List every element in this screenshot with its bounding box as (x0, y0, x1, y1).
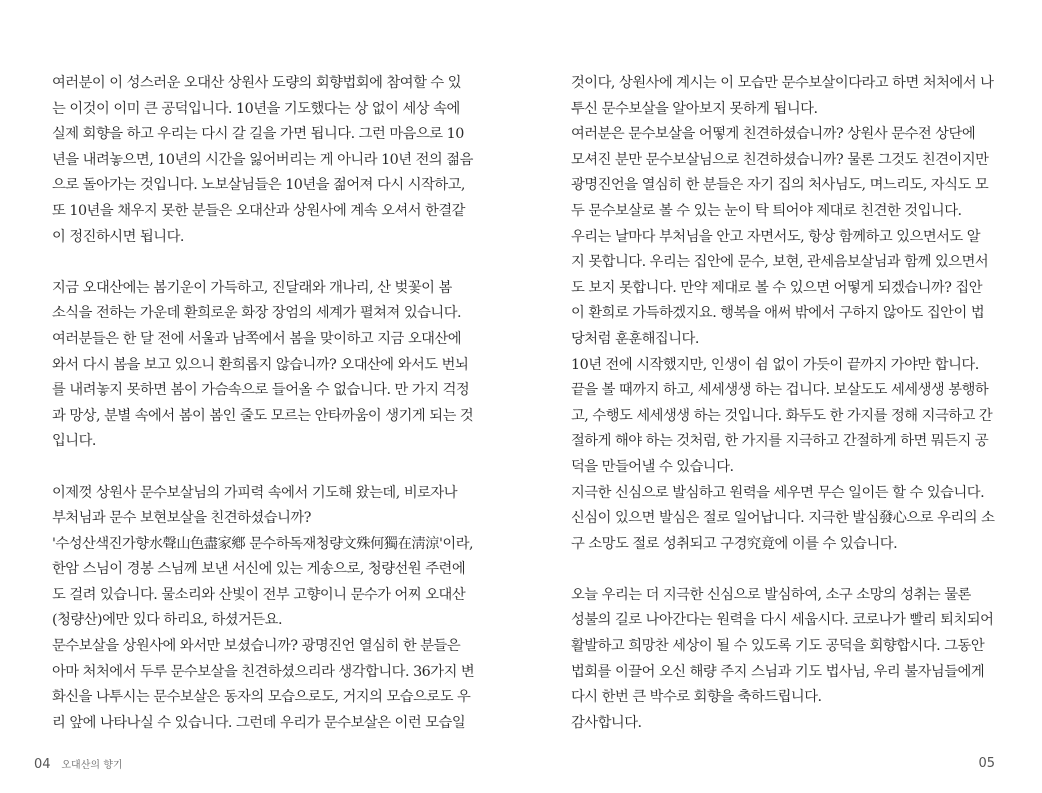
right-folio (978, 756, 1002, 771)
text-line: 또 10년을 채우지 못한 분들은 오대산과 상원사에 계속 오셔서 한결같 (52, 202, 465, 219)
text-line: 오늘 우리는 더 지극한 신심으로 발심하여, 소구 소망의 성취는 물론 (571, 586, 971, 603)
text-line: '수성산색진가향水聲山色盡家鄕 문수하독재청량文殊何獨在淸涼'이라, (52, 535, 474, 552)
text-line: 는 이것이 이미 큰 공덕입니다. 10년을 기도했다는 상 없이 세상 속에 (52, 100, 460, 117)
page-number: 04 (34, 757, 51, 772)
text-line: 여러분들은 한 달 전에 서울과 남쪽에서 봄을 맞이하고 지금 오대산에 (52, 330, 462, 347)
text-line: 와서 다시 봄을 보고 있으니 환희롭지 않습니까? 오대산에 와서도 번뇌 (52, 356, 469, 373)
text-line: 10년 전에 시작했지만, 인생이 쉼 없이 가듯이 끝까지 가야만 합니다. (571, 356, 979, 373)
text-line: 모셔진 분만 문수보살님으로 친견하셨습니까? 물론 그것도 친견이지만 (571, 151, 989, 168)
text-line: 여러분이 이 성스러운 오대산 상원사 도량의 회향법회에 참여할 수 있 (52, 75, 462, 91)
text-line: 활발하고 희망찬 세상이 될 수 있도록 기도 공덕을 회향합시다. 그동안 (571, 638, 985, 655)
left-page-body (52, 71, 475, 736)
right-page-body (571, 71, 995, 736)
text-line: 이 환희로 가득하겠지요. 행복을 애써 밖에서 구하지 않아도 집안이 법 (571, 305, 985, 322)
right-page (521, 0, 1042, 793)
text-line: 감사합니다. (571, 714, 642, 731)
text-line: 것이다, 상원사에 계시는 이 모습만 문수보살이다라고 하면 처처에서 나 (571, 75, 994, 91)
text-line: 화신을 나투시는 문수보살은 동자의 모습으로도, 거지의 모습으로도 우 (52, 689, 471, 706)
text-line: 한암 스님이 경봉 스님께 보낸 서신에 있는 게송으로, 청량선원 주련에 (52, 561, 466, 578)
paragraph-gap (52, 455, 472, 481)
text-line: 도 보지 못합니다. 만약 제대로 볼 수 있으면 어떻게 되겠습니까? 집안 (571, 279, 983, 296)
text-line: 우리는 날마다 부처님을 안고 자면서도, 항상 함께하고 있으면서도 알 (571, 228, 981, 245)
text-line: 광명진언을 열심히 한 분들은 자기 집의 처사님도, 며느리도, 자식도 모 (571, 177, 989, 194)
text-line: 성불의 길로 나아간다는 원력을 다시 세웁시다. 코로나가 빨리 퇴치되어 (571, 612, 994, 629)
text-line: 부처님과 문수 보현보살을 친견하셨습니까? (52, 510, 311, 527)
text-line: 지극한 신심으로 발심하고 원력을 세우면 무슨 일이든 할 수 있습니다. (571, 484, 985, 501)
text-line: 문수보살을 상원사에 와서만 보셨습니까? 광명진언 열심히 한 분들은 (52, 638, 461, 655)
paragraph-gap (571, 557, 991, 583)
text-line: 절하게 해야 하는 것처럼, 한 가지를 지극하고 간절하게 하면 뭐든지 공 (571, 433, 989, 450)
text-line: 다시 한번 큰 박수로 회향을 축하드립니다. (571, 689, 822, 706)
text-line: 끝을 볼 때까지 하고, 세세생생 하는 겁니다. 보살도도 세세생생 봉행하 (571, 382, 989, 399)
paragraph-gap (52, 250, 472, 276)
text-line: (청량산)에만 있다 하리요, 하셨거든요. (52, 612, 283, 629)
text-line: 두 문수보살로 볼 수 있는 눈이 탁 틔어야 제대로 친견한 것입니다. (571, 202, 962, 219)
text-line: 으로 돌아가는 것입니다. 노보살님들은 10년을 젊어져 다시 시작하고, (52, 177, 465, 194)
text-line: 덕을 만들어낼 수 있습니다. (571, 458, 734, 475)
text-line: 여러분은 문수보살을 어떻게 친견하셨습니까? 상원사 문수전 상단에 (571, 126, 976, 143)
text-line: 도 걸려 있습니다. 물소리와 산빛이 전부 고향이니 문수가 어찌 오대산 (52, 586, 466, 603)
text-line: 리 앞에 나타나실 수 있습니다. 그런데 우리가 문수보살은 이런 모습일 (52, 714, 466, 731)
text-line: 를 내려놓지 못하면 봄이 가슴속으로 들어올 수 없습니다. 만 가지 걱정 (52, 382, 470, 399)
text-line: 구 소망도 절로 성취되고 구경究竟에 이를 수 있습니다. (571, 535, 898, 552)
text-line: 과 망상, 분별 속에서 봄이 봄인 줄도 모르는 안타까움이 생기게 되는 것 (52, 407, 474, 424)
text-line: 지금 오대산에는 봄기운이 가득하고, 진달래와 개나리, 산 벚꽃이 봄 (52, 279, 452, 296)
text-line: 실제 회향을 하고 우리는 다시 갈 길을 가면 됩니다. 그런 마음으로 10 (52, 126, 464, 143)
left-folio (34, 756, 123, 772)
text-line: 고, 수행도 세세생생 하는 것입니다. 화두도 한 가지를 정해 지극하고 간 (571, 407, 993, 424)
text-line: 법회를 이끌어 오신 해량 주지 스님과 기도 법사님, 우리 불자님들에게 (571, 663, 985, 680)
text-line: 소식을 전하는 가운데 환희로운 화장 장엄의 세계가 펼쳐져 있습니다. (52, 305, 462, 322)
text-line: 투신 문수보살을 알아보지 못하게 됩니다. (571, 100, 818, 117)
text-line: 입니다. (52, 433, 96, 450)
text-line: 이제껏 상원사 문수보살님의 가피력 속에서 기도해 왔는데, 비로자나 (52, 484, 458, 501)
text-line: 지 못합니다. 우리는 집안에 문수, 보현, 관세음보살님과 함께 있으면서 (571, 254, 989, 271)
text-line: 아마 처처에서 두루 문수보살을 친견하셨으리라 생각합니다. 36가지 변 (52, 663, 475, 680)
text-line: 당처럼 훈훈해집니다. (571, 330, 699, 347)
text-line: 신심이 있으면 발심은 절로 일어납니다. 지극한 발심發心으로 우리의 소 (571, 510, 995, 527)
text-line: 이 정진하시면 됩니다. (52, 228, 184, 245)
page-number: 05 (978, 756, 995, 771)
text-line: 년을 내려놓으면, 10년의 시간을 잃어버리는 게 아니라 10년 전의 젊음 (52, 151, 473, 168)
running-title: 오대산의 향기 (61, 760, 123, 771)
